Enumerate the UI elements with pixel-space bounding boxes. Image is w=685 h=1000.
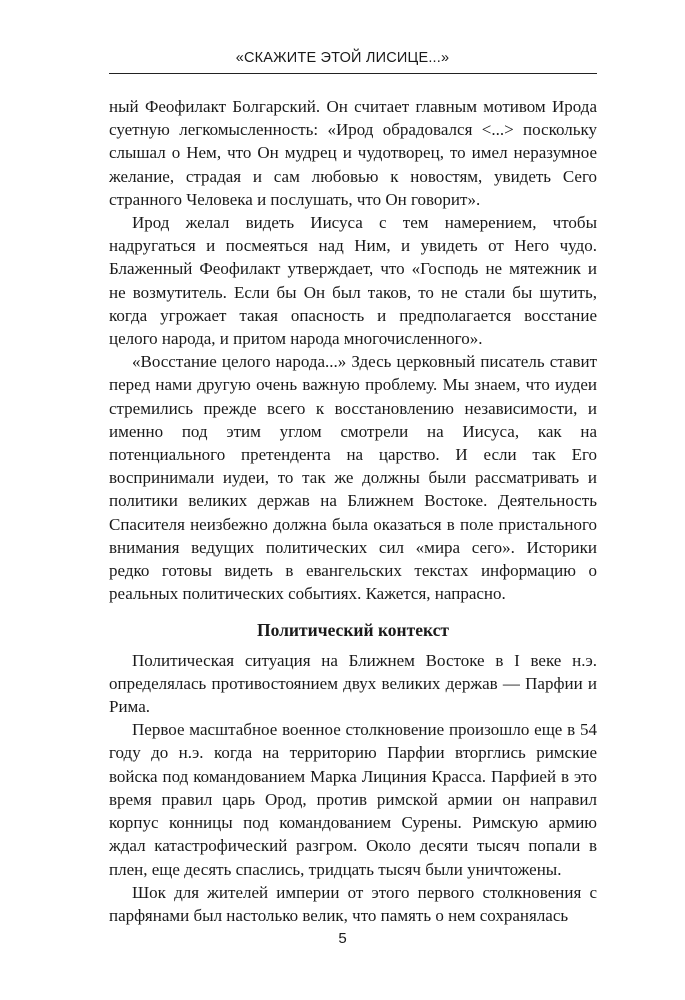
paragraph: «Восстание целого народа...» Здесь церковный писатель ставит перед нами другую очень важную проблему. Мы знаем, что иудеи стремились прежде всего к восстановлению независимости, и именно под этим углом смотрели на Иисуса, как на потенциального претендента на царство. И если так Его воспринимали иудеи, то так же должны были рассматривать и политики великих держав на Ближнем Востоке. Деятельность Спасителя неизбежно должна была оказаться в поле пристального внимания ведущих политических сил «мира сего». Историки редко готовы видеть в евангельских текстах информацию о реальных политических событиях. Кажется, напрасно. — [109, 352, 597, 604]
header-rule — [109, 73, 597, 74]
paragraph: Шок для жителей империи от этого первого столкновения с парфянами был настолько велик, что память о нем сохранялась — [109, 882, 597, 925]
paragraph: Политическая ситуация на Ближнем Востоке в I веке н.э. определялась противостоянием двух великих держав — Парфии и Рима. — [109, 650, 597, 717]
page-number: 5 — [338, 930, 347, 947]
running-title: «СКАЖИТЕ ЭТОЙ ЛИСИЦЕ...» — [235, 50, 450, 66]
section-title: Политический контекст — [256, 620, 449, 641]
paragraph: Ирод желал видеть Иисуса с тем намерением, чтобы надругаться и посмеяться над Ним, и увидеть от Него чудо. Блаженный Феофилакт утверждает, что «Господь не мятежник и не возмутитель. Если бы Он был таков, то не стали бы шутить, когда угрожает такая опасность и предполагается восстание целого народа, и притом народа многочисленного». — [109, 213, 597, 349]
paragraph: Первое масштабное военное столкновение произошло еще в 54 году до н.э. когда на территорию Парфии вторглись римские войска под командованием Марка Лициния Красса. Парфией в это время правил царь Ород, против римской армии он направил корпус конницы под командованием Сурены. Римскую армию ждал катастрофический разгром. Около десяти тысяч попали в плен, еще десять спаслись, тридцать тысяч были уничтожены. — [109, 720, 597, 879]
paragraph-continued: ный Феофилакт Болгарский. Он считает главным мотивом Ирода суетную легкомысленность: «Ирод обрадовался <...> поскольку слышал о Нем, что Он мудрец и чудотворец, то имел неразумное желание, страдая и сам любовью к новостям, увидеть Сего странного Человека и послушать, что Он говорит». — [109, 97, 597, 209]
body-text — [109, 95, 597, 927]
